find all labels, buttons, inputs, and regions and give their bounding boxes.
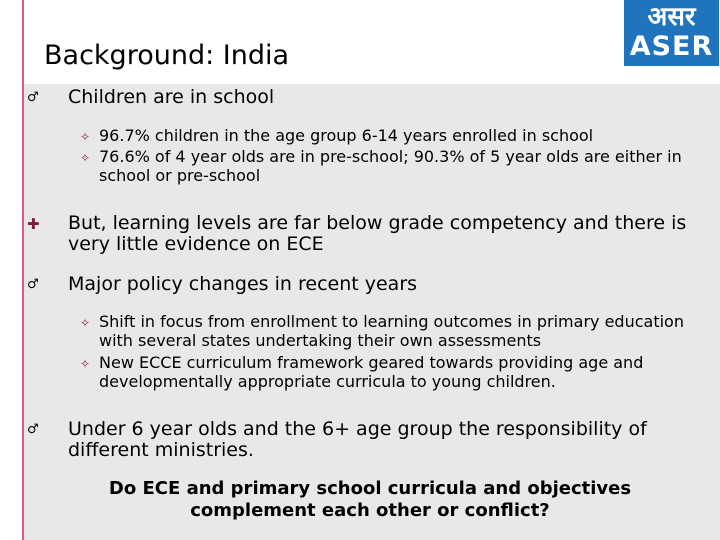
- bullet-ministries: Under 6 year olds and the 6+ age group the responsibility of different ministries.: [68, 418, 647, 461]
- logo-english-text: ASER: [629, 31, 714, 62]
- sub-bullet-preschool: 76.6% of 4 year olds are in pre-school; 90.3% of 5 year olds are either in school or pre-school: [99, 147, 682, 185]
- diamond-bullet-icon: ✧: [80, 316, 91, 330]
- slide-title: Background: India: [44, 40, 290, 71]
- plus-bullet-icon: ✚: [27, 215, 40, 233]
- sub-bullet-learning-outcomes: Shift in focus from enrollment to learning outcomes in primary education with several states undertaking their own assessments: [99, 312, 684, 350]
- logo-hindi-text: असर: [647, 2, 696, 32]
- bell-bullet-icon: ♂: [27, 90, 39, 105]
- aser-logo: [624, 0, 719, 66]
- sub-bullet-enrollment: 96.7% children in the age group 6-14 years enrolled in school: [99, 126, 594, 145]
- diamond-bullet-icon: ✧: [80, 357, 91, 371]
- diamond-bullet-icon: ✧: [80, 130, 91, 144]
- bullet-children-in-school: Children are in school: [68, 86, 275, 108]
- bell-bullet-icon: ♂: [27, 422, 39, 437]
- bullet-learning-levels: But, learning levels are far below grade competency and there is very little evidence on ECE: [68, 212, 687, 255]
- closing-question: Do ECE and primary school curricula and objectives complement each other or conflict?: [108, 478, 632, 521]
- sub-bullet-ecce-framework: New ECCE curriculum framework geared towards providing age and developmentally appropriate curricula to young children.: [99, 353, 644, 391]
- bell-bullet-icon: ♂: [27, 277, 39, 292]
- diamond-bullet-icon: ✧: [80, 151, 91, 165]
- bullet-policy-changes: Major policy changes in recent years: [68, 273, 418, 295]
